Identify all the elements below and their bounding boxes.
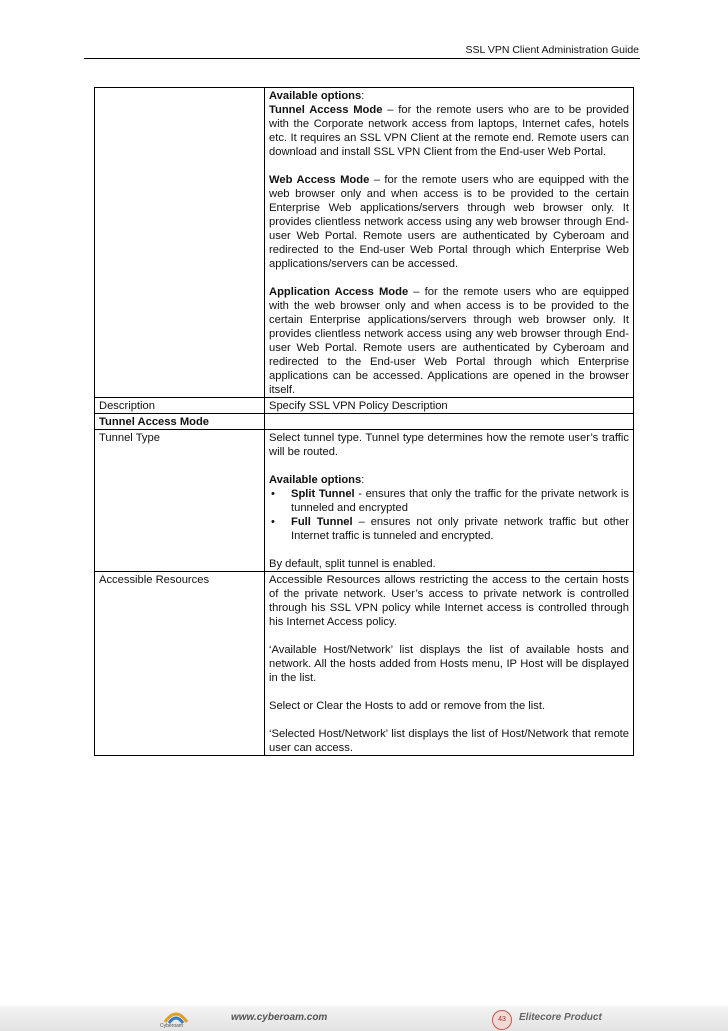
option-text: – ensures not only private network traffic but other Internet traffic is tunneled and encrypted.	[291, 516, 629, 542]
table-row	[95, 88, 634, 398]
table-cell-empty	[95, 88, 265, 398]
table-cell-empty	[265, 414, 634, 430]
tunnel-type-description	[265, 430, 634, 572]
running-header: SSL VPN Client Administration Guide	[465, 44, 639, 56]
web-access-paragraph	[269, 173, 629, 271]
tunnel-access-paragraph	[269, 103, 629, 159]
application-access-title: Application Access Mode	[269, 286, 409, 298]
bullet-icon: •	[271, 488, 275, 500]
application-access-paragraph	[269, 285, 629, 397]
bullet-icon: •	[271, 516, 275, 528]
table-row	[95, 572, 634, 756]
accessible-resources-label: Accessible Resources	[95, 572, 265, 756]
table-row	[95, 414, 634, 430]
list-item	[269, 515, 629, 543]
resources-paragraph-4: ‘Selected Host/Network’ list displays the list of Host/Network that remote user can access.	[269, 728, 629, 754]
web-access-text: – for the remote users who are equipped with the web browser only and when access is to be provided to the certain Enterprise Web applications/servers through web browser only. It provides clientless network access using any web browser through End-user Web Portal. Remote users are authenticated by Cyberoam and redirected to the End-user Web Portal through which Enterprise Web applications/servers can be accessed.	[269, 174, 629, 270]
resources-paragraph-1: Accessible Resources allows restricting the access to the certain hosts of the private network. User’s access to private network is controlled through his SSL VPN policy while Internet access is controlled through his Internet Access policy.	[269, 574, 629, 628]
resources-paragraph-3: Select or Clear the Hosts to add or remove from the list.	[269, 700, 546, 712]
section-heading-tunnel: Tunnel Access Mode	[95, 414, 265, 430]
table-row	[95, 398, 634, 414]
resources-paragraph-2: ‘Available Host/Network’ list displays the list of available hosts and network. All the hosts added from Hosts menu, IP Host will be displayed in the list.	[269, 644, 629, 684]
option-text: - ensures that only the traffic for the private network is tunneled and encrypted	[291, 488, 629, 514]
table-row	[95, 430, 634, 572]
header-rule	[84, 58, 640, 59]
options-heading: Available options:	[269, 90, 365, 102]
page-footer	[0, 1006, 728, 1031]
page-number-badge: 43	[492, 1010, 512, 1030]
option-title: Split Tunnel	[291, 488, 355, 500]
footer-product: Elitecore Product	[519, 1012, 602, 1023]
accessible-resources-description	[265, 572, 634, 756]
tunnel-type-intro: Select tunnel type. Tunnel type determines how the remote user’s traffic will be routed.	[269, 432, 629, 458]
description-text: Specify SSL VPN Policy Description	[265, 398, 634, 414]
footer-url: www.cyberoam.com	[231, 1012, 328, 1023]
list-item	[269, 487, 629, 515]
description-label: Description	[95, 398, 265, 414]
tunnel-default-note: By default, split tunnel is enabled.	[269, 558, 436, 570]
web-access-title: Web Access Mode	[269, 174, 370, 186]
access-mode-description	[265, 88, 634, 398]
option-title: Full Tunnel	[291, 516, 353, 528]
footer-brand-name: Cyberoam	[160, 1023, 184, 1029]
tunnel-access-title: Tunnel Access Mode	[269, 104, 383, 116]
tunnel-options-list	[269, 487, 629, 543]
options-heading: Available options:	[269, 474, 365, 486]
tunnel-access-text: – for the remote users who are to be provided with the Corporate network access from laptops, Internet cafes, hotels etc. It requires an SSL VPN Client at the remote end. Remote users can download and install SSL VPN Client from the End-user Web Portal.	[269, 104, 629, 158]
settings-table	[94, 87, 634, 756]
application-access-text: – for the remote users who are equipped with the web browser only and when access is to be provided to the certain Enterprise applications/servers through web browser only. It provides clientless network access using any web browser through End-user Web Portal. Remote users are authenticated by Cyberoam and redirected to the End-user Web Portal through which Enterprise applications can be accessed. Applications are opened in the browser itself.	[269, 286, 630, 396]
tunnel-type-label: Tunnel Type	[95, 430, 265, 572]
